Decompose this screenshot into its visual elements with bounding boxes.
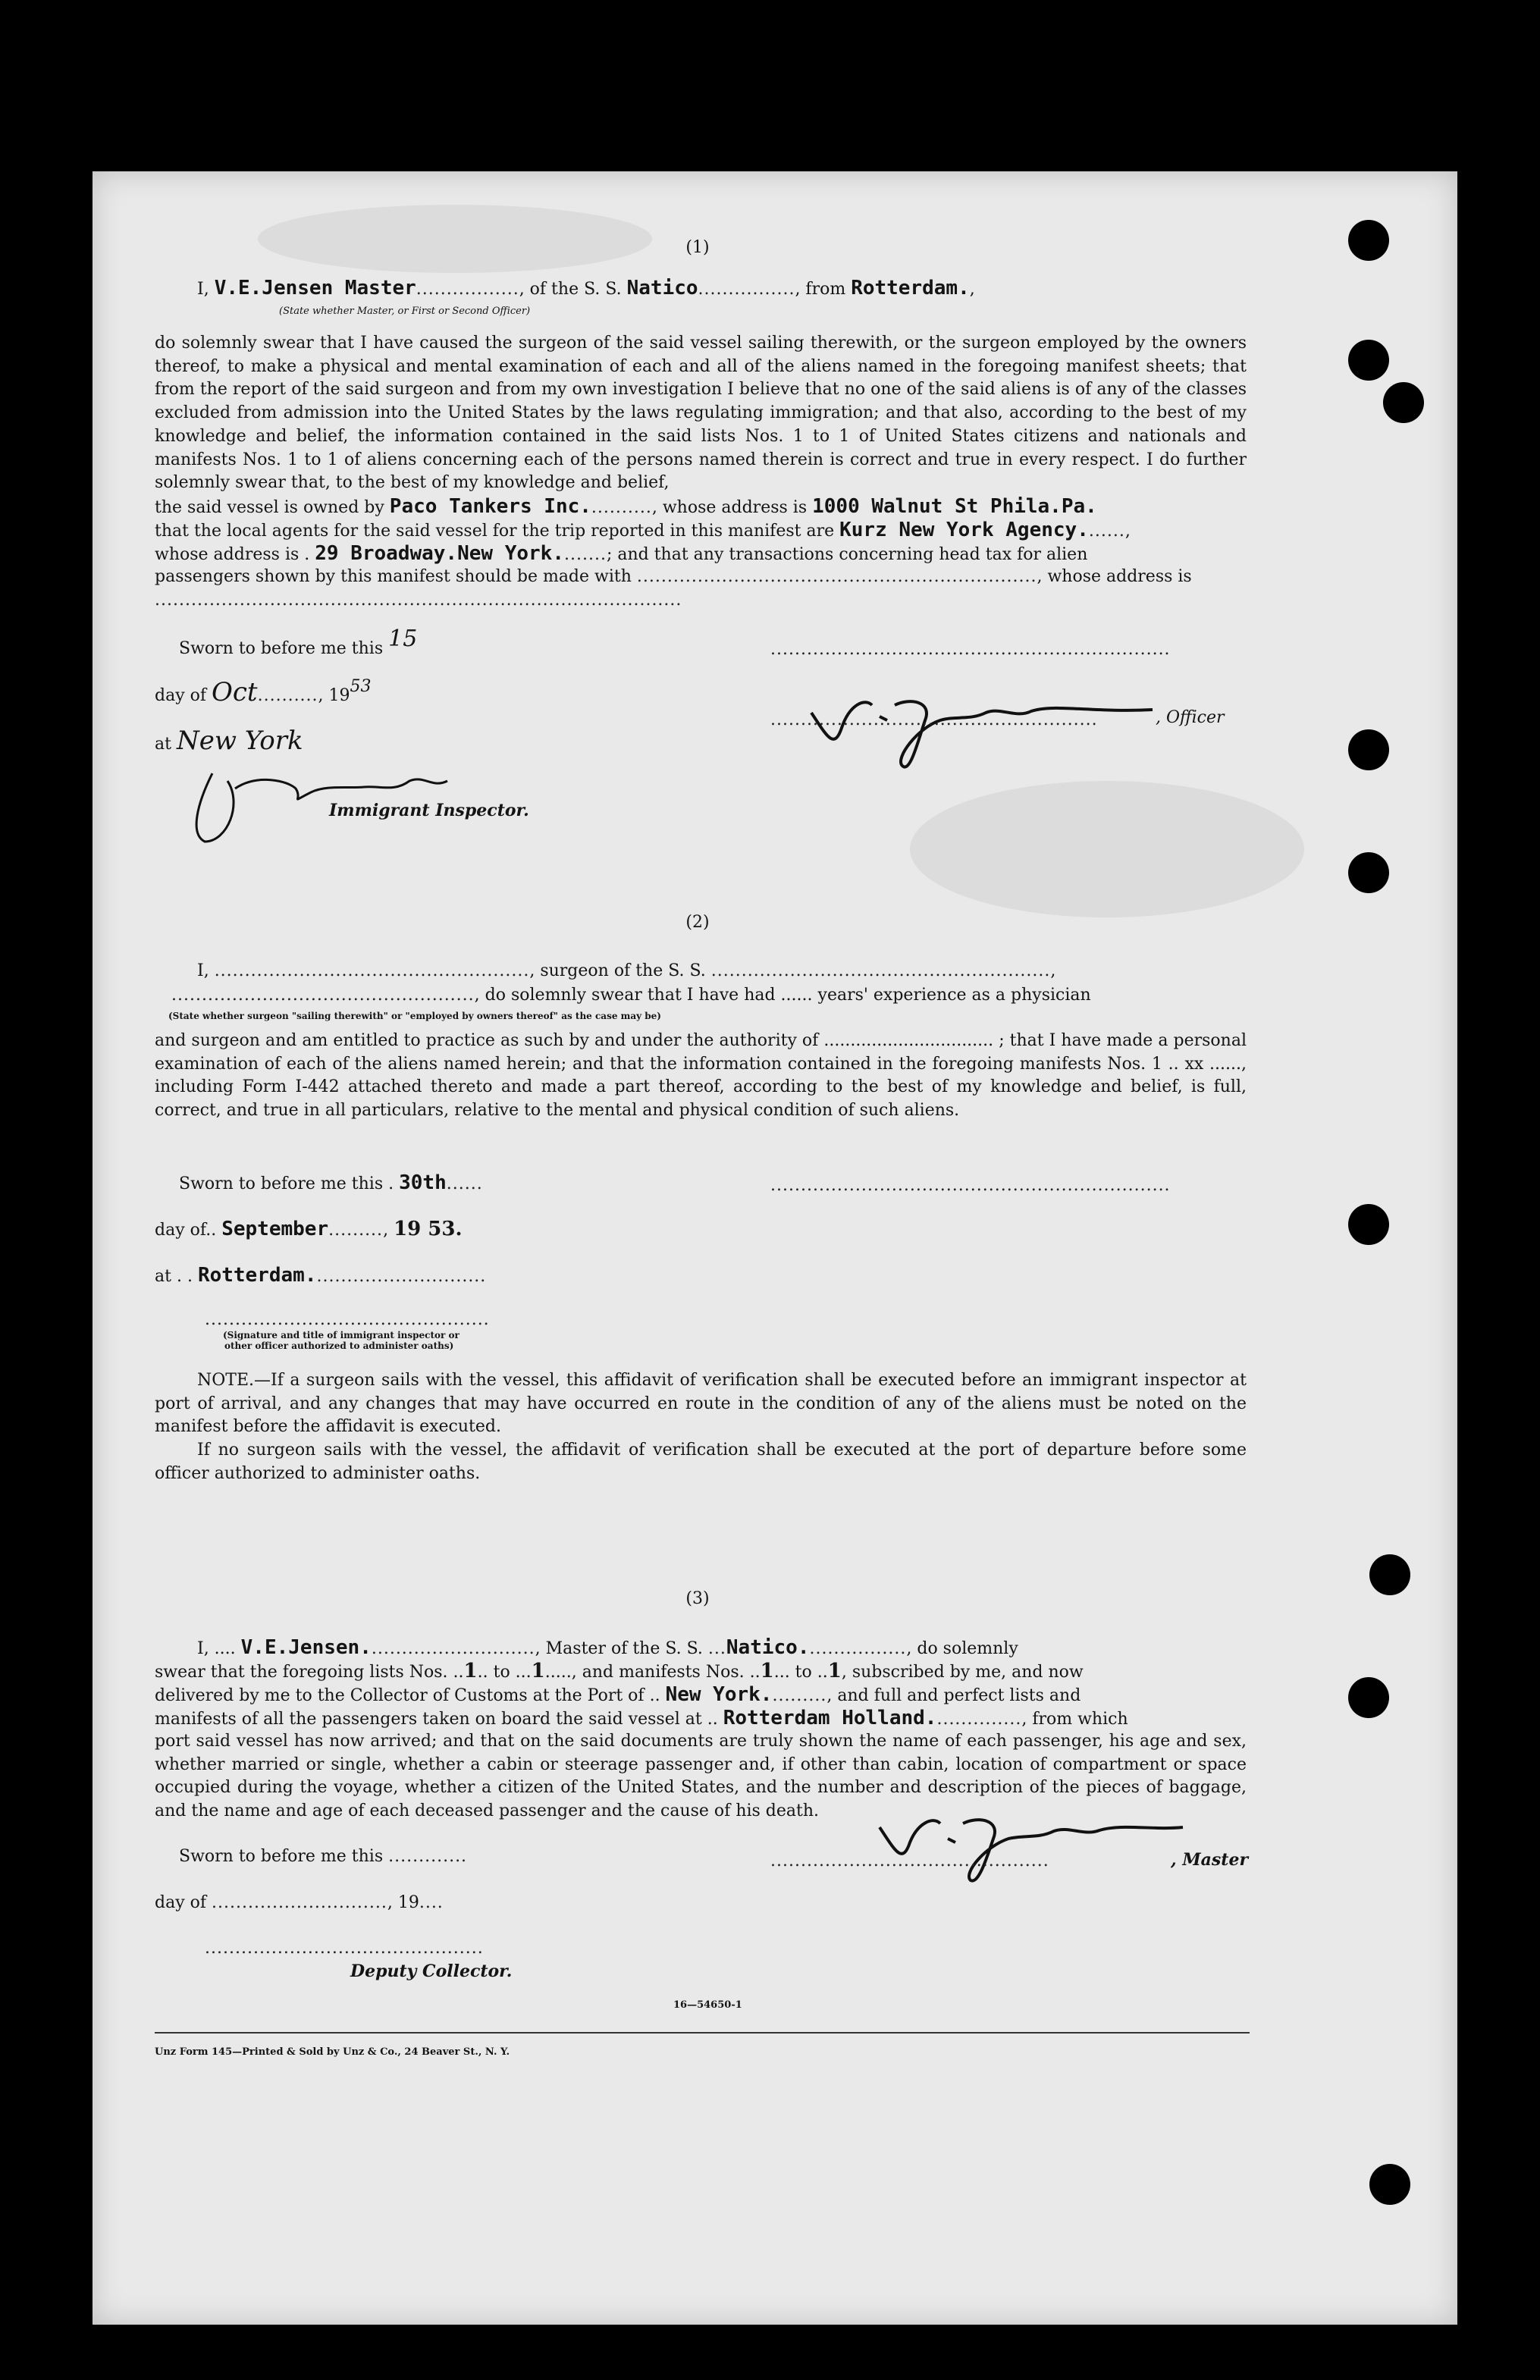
s3-day-line: day of ............................., 19.... [155,1893,444,1912]
officer-signature [804,682,1160,781]
master-caption: , Master [1171,1850,1249,1870]
collector-caption: Deputy Collector. [350,1961,513,1981]
master-signature [872,1805,1190,1888]
s3-embark-port: Rotterdam Holland. [723,1707,937,1729]
s3-line4: manifests of all the passengers taken on board the said vessel at .. Rotterdam Holland..............., from which [155,1707,1128,1729]
section-3-number: (3) [685,1589,710,1608]
officer-name: V.E.Jensen Master [214,277,416,299]
head-tax-line: passengers shown by this manifest should be made with .................................................................., whose address is [155,567,1192,586]
punch-hole [1369,1554,1410,1595]
owner-name: Paco Tankers Inc. [389,495,591,518]
s2-day-line: day of.. September........., 19 53. [155,1218,463,1240]
s1-day-line: day of Oct.........., 1953 [155,677,372,707]
punch-hole [1348,1677,1389,1718]
s2-body-text: and surgeon and am entitled to practice as such by and under the authority of ................................ ; that I have made a personal examination of each of the aliens named herein; and that the information contained in the foregoing manifests Nos. 1 .. xx ......, including Form I-442 attached thereto and made a part thereof, according to the best of my knowledge and belief, is full, correct, and true in all particulars, relative to the mental and physical condition of such aliens. [155,1031,1247,1121]
s2-sig-blank: ............................................... [205,1310,490,1329]
s3-body-text: port said vessel has now arrived; and that on the said documents are truly shown the name of each passenger, his age and sex, whether married or single, whether a cabin or steerage passenger and, if other than cabin, location of compartment or space occupied during the voyage, whether a citizen of the United States, and the number and description of the pieces of baggage, and the name and age of each deceased passenger and the cause of his death. [155,1732,1247,1821]
s1-at-place: New York [176,726,303,756]
s3-line3b: , and full and perfect lists and [826,1686,1081,1705]
head-tax-address-label: , whose address is [1037,567,1192,586]
s2-caption: (State whether surgeon "sailing therewith" or "employed by owners thereof" as the case may be) [168,1011,661,1021]
master-sig-line: .............................................. [770,1852,1049,1870]
owner-line: the said vessel is owned by Paco Tankers Inc..........., whose address is 1000 Walnut St Phila.Pa. [155,495,1097,518]
s1-at-line [155,726,303,756]
s2-sworn-day: 30th [399,1171,447,1194]
s1-right-blank: .................................................................. [770,640,1171,659]
s3-vessel: Natico. [726,1636,810,1659]
vessel-name: Natico [626,277,698,299]
s1-body-text: do solemnly swear that I have caused the surgeon of the said vessel sailing therewith, or the surgeon employed by the owners thereof, to make a physical and mental examination of each and all of the aliens named in the foregoing manifest sheets; that from the report of the said surgeon and from my own investigation I believe that no one of the said aliens is of any of the classes excluded from admission into the United States by the laws regulating immigration; and that also, according to the best of my knowledge and belief, the information contained in the said lists Nos. 1 to 1 of United States citizens and nationals and manifests Nos. 1 to 1 of aliens concerning each of the persons named therein is correct and true in every respect. I do further solemnly swear that, to the best of my knowledge and belief, [155,334,1247,493]
agent-address-line: whose address is . 29 Broadway.New York........; and that any transactions concerning head tax for alien [155,542,1088,565]
s3-line2a: swear that the foregoing lists Nos. [155,1663,448,1682]
inspector-caption: Immigrant Inspector. [329,801,529,820]
s1-at-label: at [155,735,171,754]
owner-address: 1000 Walnut St Phila.Pa. [812,495,1097,518]
head-tax-text2: passengers shown by this manifest should be made with [155,567,632,586]
s3-line3a: delivered by me to the Collector of Customs at the Port of [155,1686,645,1705]
s3-swear-tail: , do solemnly [906,1639,1018,1658]
s1-sworn-label: Sworn to before me this [179,639,384,658]
s3-sworn-line: Sworn to before me this ............. [179,1847,468,1866]
s3-day-of-label: day of [155,1893,207,1912]
section-2-number: (2) [685,913,710,932]
s2-sig-caption-2: other officer authorized to administer oaths) [224,1341,454,1351]
s2-swear-text: , do solemnly swear that I have had ...... years' experience as a physician [474,986,1091,1005]
s2-right-blank: .................................................................. [770,1176,1171,1195]
s3-line2b: , subscribed by me, and now [841,1663,1084,1682]
punch-hole [1369,2164,1410,2205]
agents-prefix: that the local agents for the said vessel for the trip reported in this manifest are [155,522,835,541]
s3-master-of: , Master of the S. S. [535,1639,703,1658]
s2-at-label: at [155,1267,171,1286]
s3-list-to: 1 [531,1660,545,1682]
s1-day-of-label: day of [155,686,207,705]
s3-master-name: V.E.Jensen. [240,1636,372,1659]
s1-sworn-line [179,626,418,660]
owner-prefix: the said vessel is owned by [155,498,384,517]
officer-caption: , Officer [1156,708,1225,727]
punch-hole [1348,852,1389,893]
from-port: Rotterdam. [851,277,970,299]
s1-sworn-day: 15 [388,626,418,652]
punch-hole [1348,729,1389,770]
s1-year-prefix: 19 [328,686,350,705]
s2-sworn-line: Sworn to before me this . 30th...... [179,1171,483,1194]
s3-line4a: manifests of all the passengers taken on board the said vessel at [155,1710,702,1729]
section-1-number: (1) [685,238,710,257]
form-code: 16—54650-1 [673,1999,742,2011]
agents-name: Kurz New York Agency. [839,519,1089,541]
s3-manifest-from: 1 [760,1660,774,1682]
punch-hole [1348,340,1389,381]
s3-manifest-to: 1 [827,1660,842,1682]
s1-body [155,332,1247,495]
agent-address: 29 Broadway.New York. [315,542,564,565]
s2-sig-caption-1: (Signature and title of immigrant inspector or [223,1330,459,1341]
punch-hole [1348,220,1389,261]
s2-at-place: Rotterdam. [197,1264,317,1287]
s3-line2: swear that the foregoing lists Nos. ..1.. to ...1....., and manifests Nos. ..1... to ..1, subscribed by me, and now [155,1660,1084,1682]
s2-sworn-label: Sworn to before me this [179,1174,384,1193]
officer-rank-caption: (State whether Master, or First or Second Officer) [279,306,531,317]
s3-port: New York. [665,1683,773,1706]
s2-note-1: NOTE.—If a surgeon sails with the vessel, this affidavit of verification shall be executed before an immigrant inspector at port of arrival, and any changes that may have occurred en route in the condition of any of the aliens must be noted on the manifest before the affidavit is executed. [155,1371,1247,1437]
s2-month: September [221,1218,329,1240]
s2-note [155,1369,1247,1486]
s3-line4b: , from which [1021,1710,1128,1729]
s2-line1: I, ...................................................., surgeon of the S. S. ........................................................, [197,961,1056,980]
paper-smudge [258,205,652,273]
s2-body [155,1030,1247,1123]
s2-at-line: at . . Rotterdam............................. [155,1264,487,1287]
s2-i-label: I, [197,961,209,980]
footer-rule [155,2032,1250,2034]
s1-month: Oct [212,677,258,707]
punch-hole [1348,1204,1389,1245]
s3-year-prefix: 19 [397,1893,419,1912]
s2-note-2: If no surgeon sails with the vessel, the affidavit of verification shall be executed at the port of departure before some officer authorized to administer oaths. [155,1441,1247,1483]
s3-list-from: 1 [463,1660,478,1682]
s2-year: 19 53. [394,1218,463,1240]
s2-line2: .................................................., do solemnly swear that I have had ...... years' experience as a physician [171,986,1091,1005]
s2-surgeon-of: , surgeon of the S. S. [529,961,706,980]
s3-sworn-label: Sworn to before me this [179,1847,384,1866]
s1-year-suffix: 53 [350,677,372,696]
head-tax-address-blank: ....................................................................................... [155,591,682,610]
s3-line3: delivered by me to the Collector of Customs at the Port of .. New York.........., and full and perfect lists and [155,1683,1081,1706]
officer-sig-line: ...................................................... [770,710,1098,729]
punch-hole [1383,382,1424,423]
collector-sig-line: .............................................. [205,1939,484,1958]
owner-address-label: whose address is [662,498,808,517]
s3-line1: I, .... V.E.Jensen............................, Master of the S. S. ...Natico................., do solemnly [197,1636,1018,1659]
s2-day-of-label: day of [155,1221,206,1240]
s1-intro-line: I, V.E.Jensen Master................., of the S. S. Natico................, from Rotterdam., [197,277,975,299]
paper-smudge [910,781,1304,917]
agents-line: that the local agents for the said vessel for the trip reported in this manifest are Kurz New York Agency......., [155,519,1131,541]
printer-line: Unz Form 145—Printed & Sold by Unz & Co., 24 Beaver St., N. Y. [155,2046,510,2058]
agent-address-label: whose address is [155,545,300,564]
head-tax-text: ; and that any transactions concerning head tax for alien [606,545,1088,564]
